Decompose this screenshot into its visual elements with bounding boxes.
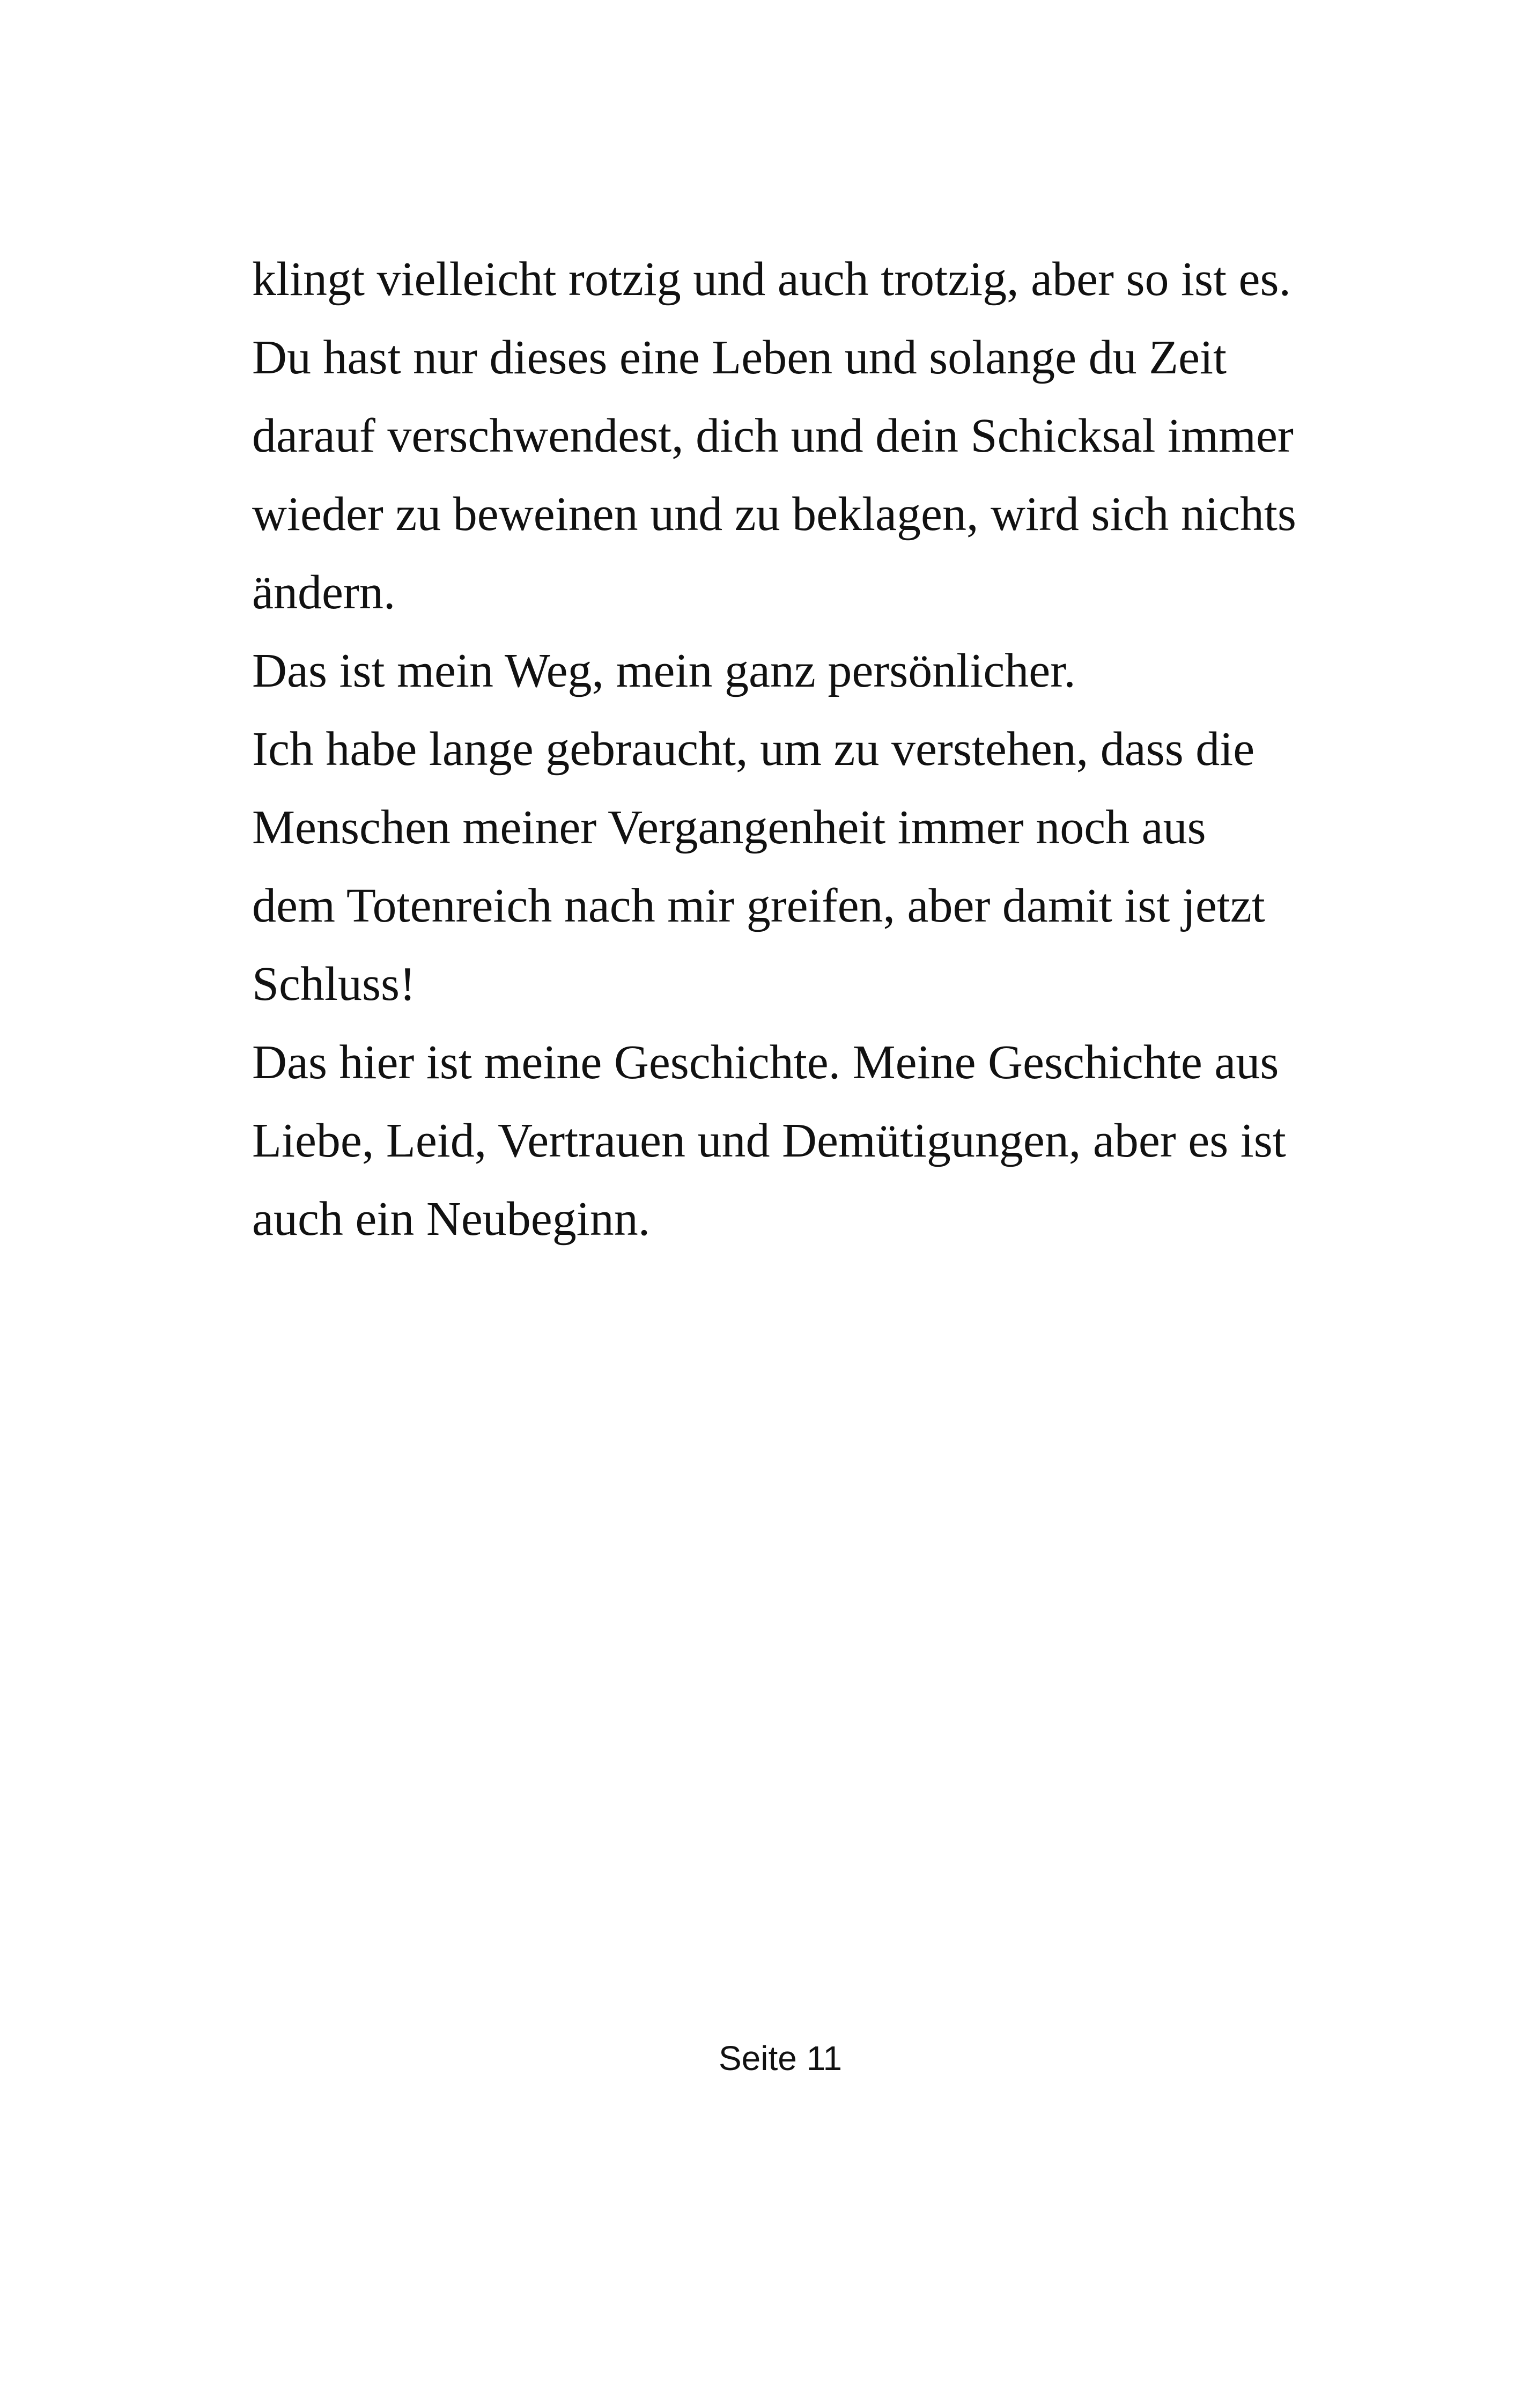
text-line: wieder zu beweinen und zu beklagen, wird sich nichts [252, 488, 1296, 541]
text-line: Das hier ist meine Geschichte. Meine Geschichte aus [252, 1036, 1279, 1089]
text-line: ändern. [252, 566, 396, 619]
text-line: Liebe, Leid, Vertrauen und Demütigungen, aber es ist [252, 1114, 1286, 1167]
body-text [252, 240, 1378, 1258]
text-line: klingt vielleicht rotzig und auch trotzig, aber so ist es. [252, 253, 1291, 306]
text-line: Du hast nur dieses eine Leben und solange du Zeit [252, 331, 1227, 384]
text-line: auch ein Neubeginn. [252, 1192, 651, 1246]
text-line: Schluss! [252, 958, 416, 1011]
text-line: Ich habe lange gebraucht, um zu verstehen, dass die [252, 723, 1255, 776]
text-line: dem Totenreich nach mir greifen, aber damit ist jetzt [252, 879, 1265, 932]
text-line: Das ist mein Weg, mein ganz persönlicher. [252, 644, 1076, 697]
page-number: Seite 11 [718, 2039, 843, 2078]
text-line: darauf verschwendest, dich und dein Schicksal immer [252, 409, 1294, 462]
text-line: Menschen meiner Vergangenheit immer noch aus [252, 801, 1206, 854]
